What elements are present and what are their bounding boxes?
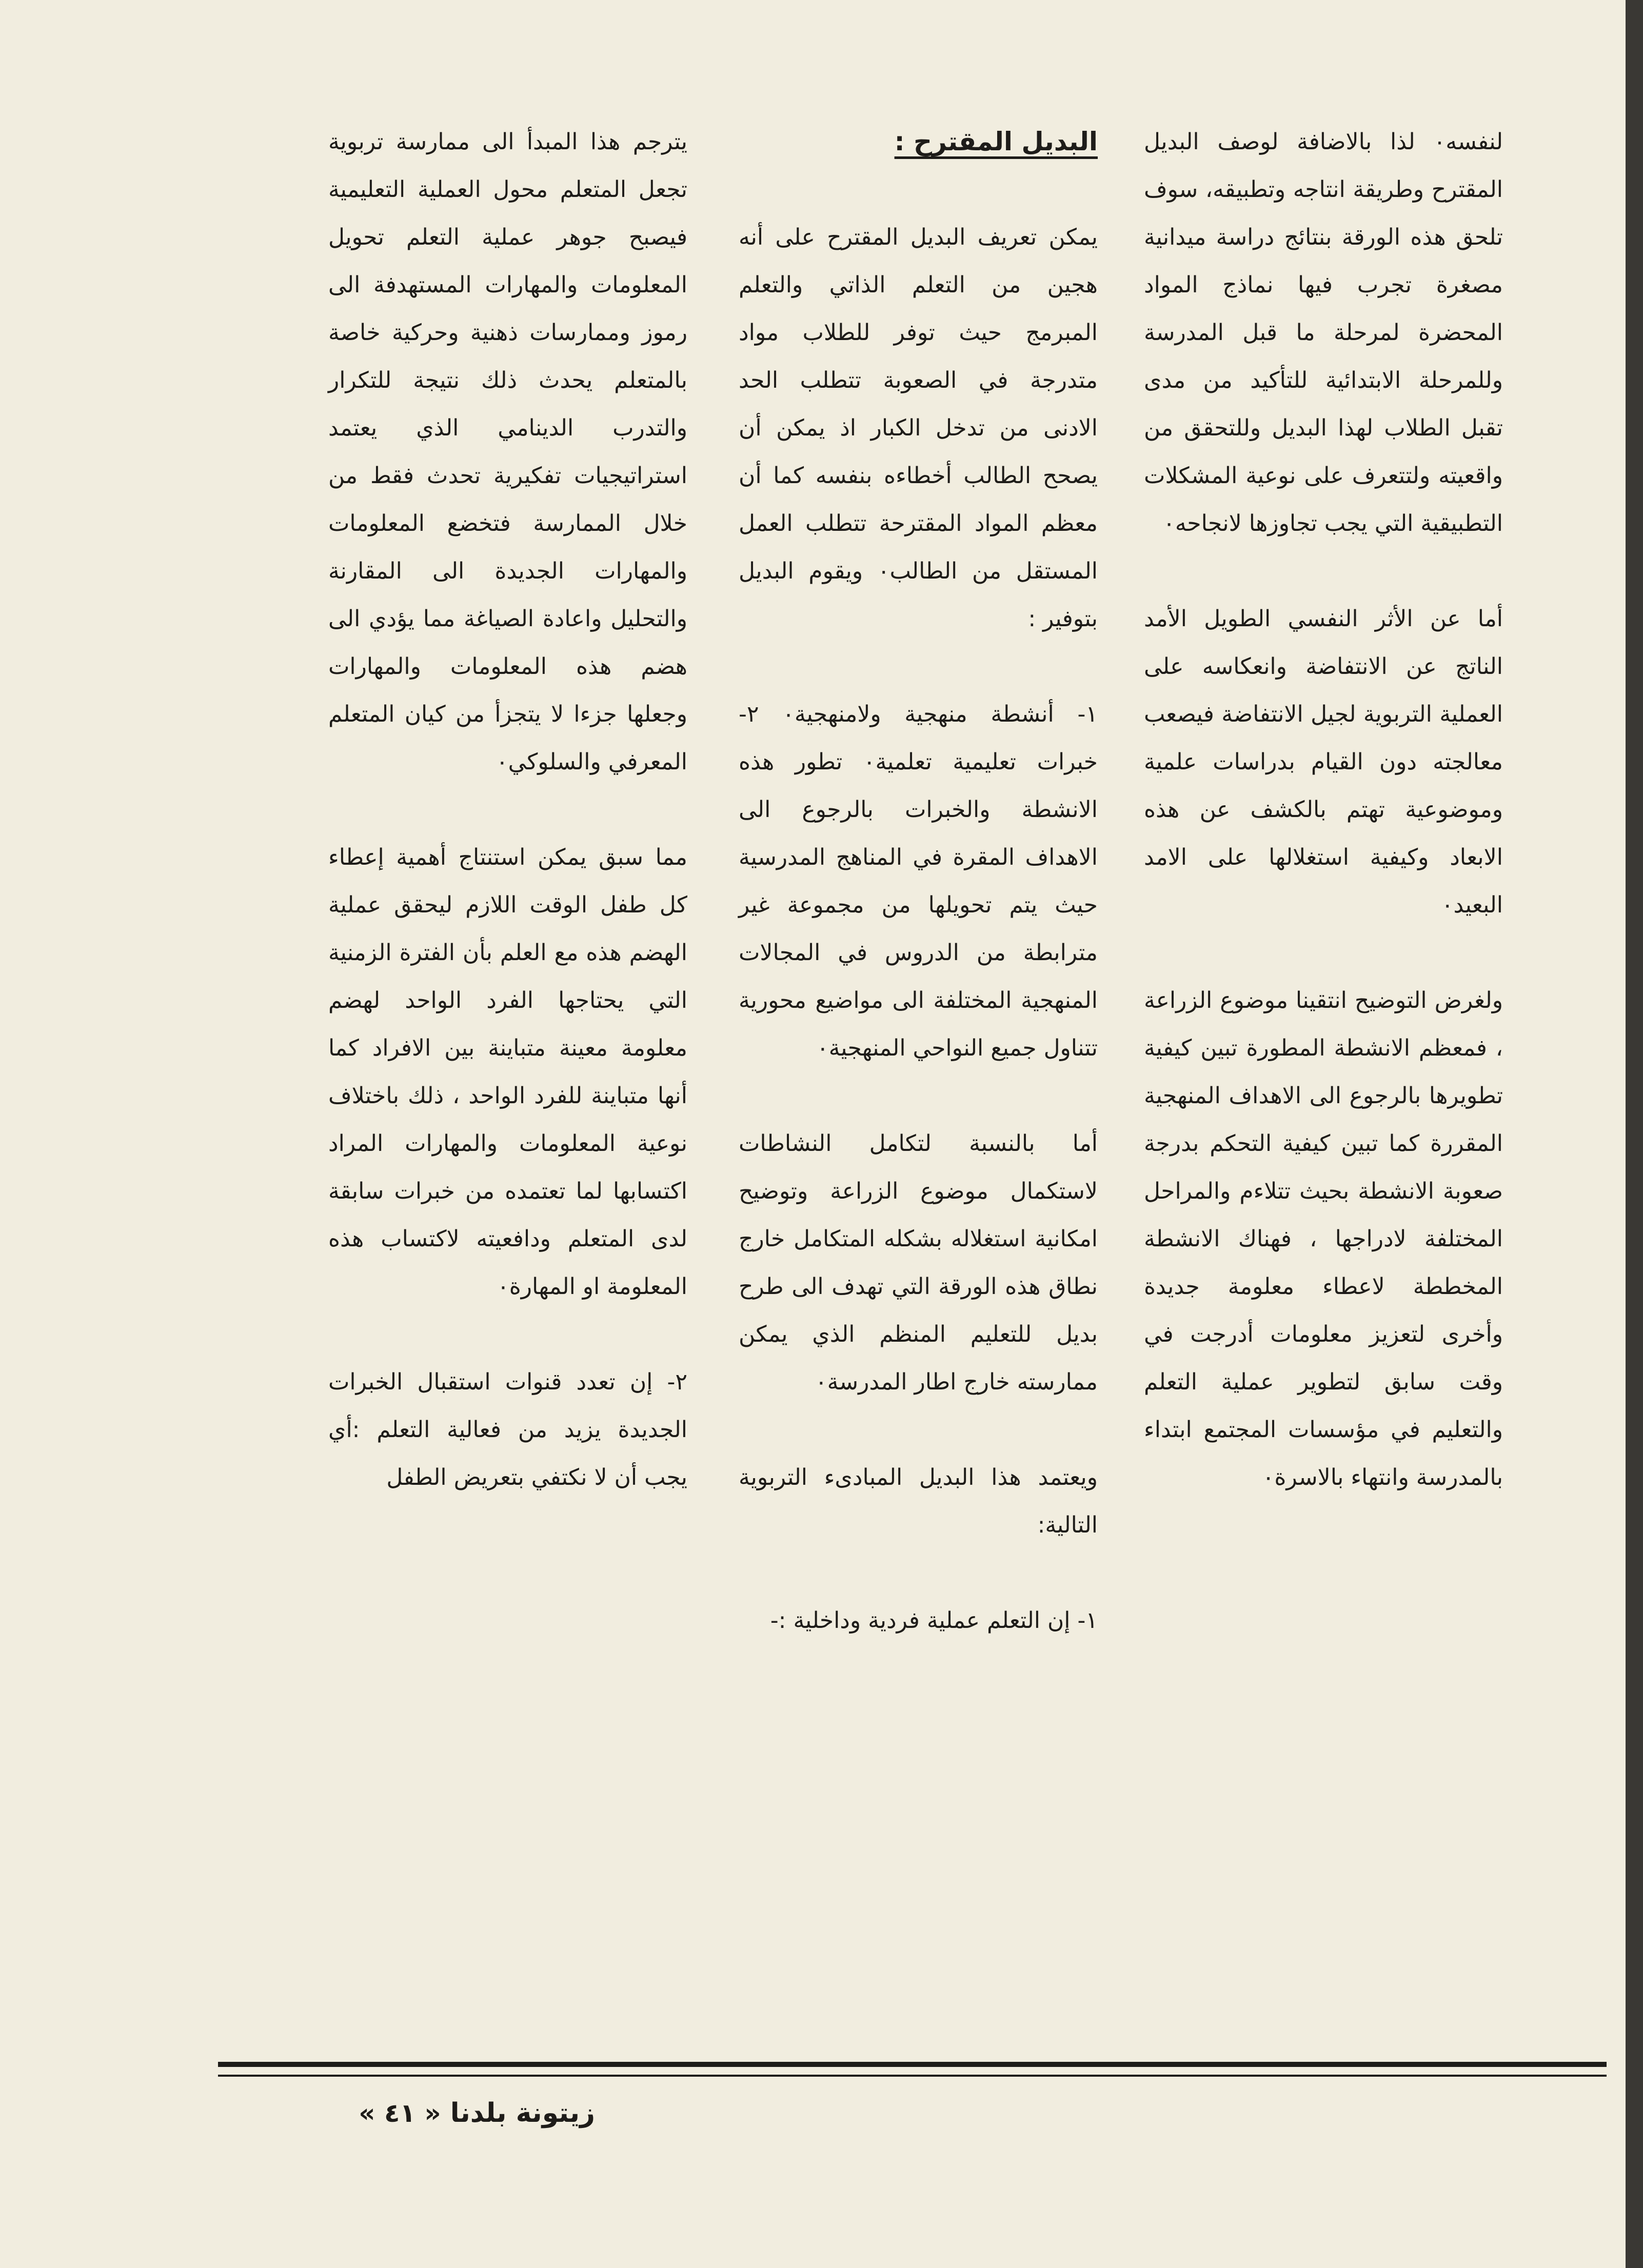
paragraph: أما عن الأثر النفسي الطويل الأمد الناتج عن الانتفاضة وانعكاسه على العملية التربوية لجيل الانتفاضة فيصعب معالجته دون القيام بدراسات علمية وموضوعية تهتم بالكشف عن هذه الابعاد وكيفية استغلالها على الامد البعيد٠	[1144, 606, 1503, 918]
paragraph: أما بالنسبة لتكامل النشاطات لاستكمال موضوع الزراعة وتوضيح امكانية استغلاله بشكله المتكامل خارج نطاق هذه الورقة التي تهدف الى طرح بديل للتعليم المنظم الذي يمكن ممارسته خارج اطار المدرسة٠	[739, 1130, 1098, 1395]
paragraph: مما سبق يمكن استنتاج أهمية إعطاء كل طفل الوقت اللازم ليحقق عملية الهضم هذه مع العلم بأن الفترة الزمنية التي يحتاجها الفرد الواحد لهضم معلومة معينة متباينة بين الافراد كما أنها متباينة للفرد الواحد ، ذلك باختلاف نوعية المعلومات والمهارات المراد اكتسابها لما تعتمده من خبرات سابقة لدى المتعلم ودافعيته لاكتساب هذه المعلومة او المهارة٠	[328, 844, 687, 1300]
paragraph: ٢- إن تعدد قنوات استقبال الخبرات الجديدة يزيد من فعالية التعلم :أي يجب أن لا نكتفي بتعريض الطفل	[328, 1369, 687, 1490]
footer-rule-thin	[218, 2075, 1607, 2077]
magazine-title: زيتونة بلدنا	[450, 2098, 595, 2128]
paragraph: ١- أنشطة منهجية ولامنهجية٠ ٢- خبرات تعليمية تعلمية٠ تطور هذه الانشطة والخبرات بالرجوع الى الاهداف المقرة في المناهج المدرسية حيث يتم تحويلها من مجموعة غير مترابطة من الدروس في المجالات المنهجية المختلفة الى مواضيع محورية تتناول جميع النواحي المنهجية٠	[739, 701, 1098, 1061]
paragraph: ١- إن التعلم عملية فردية وداخلية :-	[770, 1607, 1098, 1634]
text-column-left	[328, 118, 687, 1501]
page-number: « ٤١ »	[359, 2098, 441, 2128]
paragraph: ويعتمد هذا البديل المبادىء التربوية التالية:	[739, 1464, 1098, 1538]
paragraph: يترجم هذا المبدأ الى ممارسة تربوية تجعل المتعلم محول العملية التعليمية فيصبح جوهر عملية التعلم تحويل المعلومات والمهارات المستهدفة الى رموز وممارسات ذهنية وحركية خاصة بالمتعلم يحدث ذلك نتيجة للتكرار والتدرب الدينامي الذي يعتمد استراتيجيات تفكيرية تحدث فقط من خلال الممارسة فتخضع المعلومات والمهارات الجديدة الى المقارنة والتحليل واعادة الصياغة مما يؤدي الى هضم هذه المعلومات والمهارات وجعلها جزءا لا يتجزأ من كيان المتعلم المعرفي والسلوكي٠	[328, 129, 687, 775]
paragraph: ولغرض التوضيح انتقينا موضوع الزراعة ، فمعظم الانشطة المطورة تبين كيفية تطويرها بالرجوع الى الاهداف المنهجية المقررة كما تبين كيفية التحكم بدرجة صعوبة الانشطة بحيث تتلاءم والمراحل المختلفة لادراجها ، فهناك الانشطة المخططة لاعطاء معلومة جديدة وأخرى لتعزيز معلومات أدرجت في وقت سابق لتطوير عملية التعلم والتعليم في مؤسسات المجتمع ابتداء بالمدرسة وانتهاء بالاسرة٠	[1144, 987, 1503, 1490]
text-column-middle	[739, 118, 1098, 1644]
binder-edge	[1626, 0, 1643, 2268]
paragraph: لنفسه٠ لذا بالاضافة لوصف البديل المقترح وطريقة انتاجه وتطبيقه، سوف تلحق هذه الورقة بنتائج دراسة ميدانية مصغرة تجرب فيها نماذج المواد المحضرة لمرحلة ما قبل المدرسة وللمرحلة الابتدائية للتأكيد من مدى تقبل الطلاب لهذا البديل وللتحقق من واقعيته ولتتعرف على نوعية المشكلات التطبيقية التي يجب تجاوزها لانجاحه٠	[1144, 129, 1503, 536]
section-heading: البديل المقترح :	[894, 127, 1098, 156]
page-footer	[226, 2095, 595, 2131]
text-column-right	[1144, 118, 1503, 1501]
paragraph: يمكن تعريف البديل المقترح على أنه هجين من التعلم الذاتي والتعلم المبرمج حيث توفر للطلاب مواد متدرجة في الصعوبة تتطلب الحد الادنى من تدخل الكبار اذ يمكن أن يصحح الطالب أخطاءه بنفسه كما أن معظم المواد المقترحة تتطلب العمل المستقل من الطالب٠ ويقوم البديل بتوفير :	[739, 224, 1098, 632]
footer-rule-thick	[218, 2062, 1607, 2067]
